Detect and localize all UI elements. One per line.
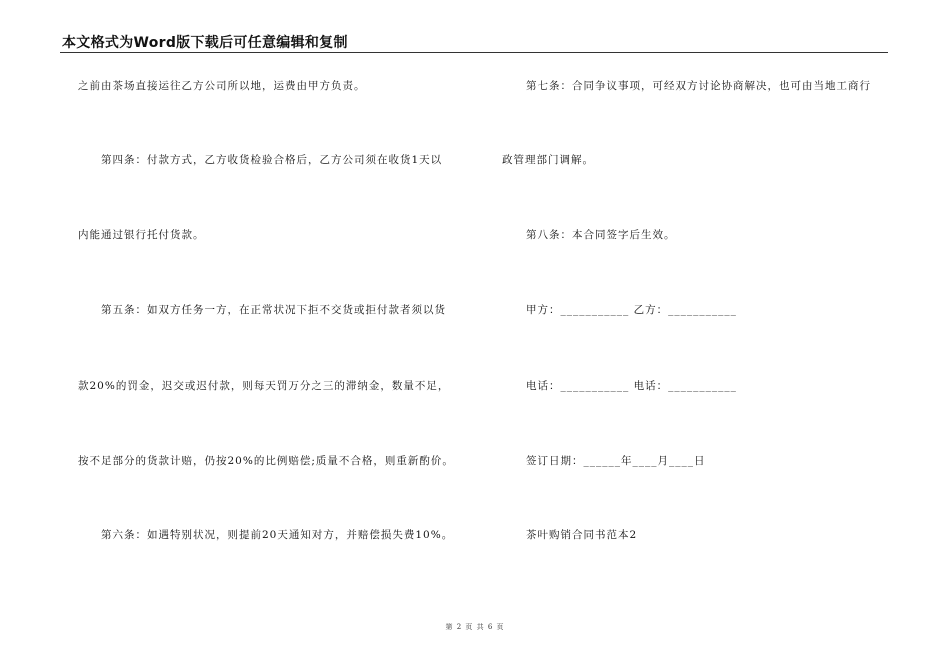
right-line-2: 政管理部门调解。 — [502, 154, 594, 166]
left-line-1: 之前由茶场直接运往乙方公司所以地，运费由甲方负责。 — [78, 80, 366, 92]
right-line-4: 甲方：___________ 乙方：___________ — [526, 304, 737, 316]
left-line-5: 款20%的罚金，迟交或迟付款，则每天罚万分之三的滞纳金，数量不足， — [78, 380, 450, 392]
left-line-6: 按不足部分的货款计赔，仍按20%的比例赔偿;质量不合格，则重新酌价。 — [78, 455, 454, 467]
right-line-6: 签订日期：______年____月____日 — [526, 455, 706, 467]
left-line-4: 第五条：如双方任务一方，在正常状况下拒不交货或拒付款者须以货 — [101, 304, 446, 316]
right-line-3: 第八条：本合同签字后生效。 — [526, 229, 676, 241]
right-line-1: 第七条：合同争议事项，可经双方讨论协商解决，也可由当地工商行 — [526, 80, 871, 92]
left-line-2: 第四条：付款方式，乙方收货检验合格后，乙方公司须在收货1天以 — [101, 154, 443, 166]
document-header-title: 本文格式为Word版下载后可任意编辑和复制 — [62, 35, 348, 51]
left-line-3: 内能通过银行托付货款。 — [78, 229, 205, 241]
left-line-7: 第六条：如遇特别状况，则提前20天通知对方，并赔偿损失费10%。 — [101, 529, 454, 541]
right-line-5: 电话：___________ 电话：___________ — [526, 380, 737, 392]
right-line-7: 茶叶购销合同书范本2 — [526, 529, 638, 541]
page-number-footer: 第 2 页 共 6 页 — [445, 623, 505, 631]
header-divider — [60, 52, 888, 53]
